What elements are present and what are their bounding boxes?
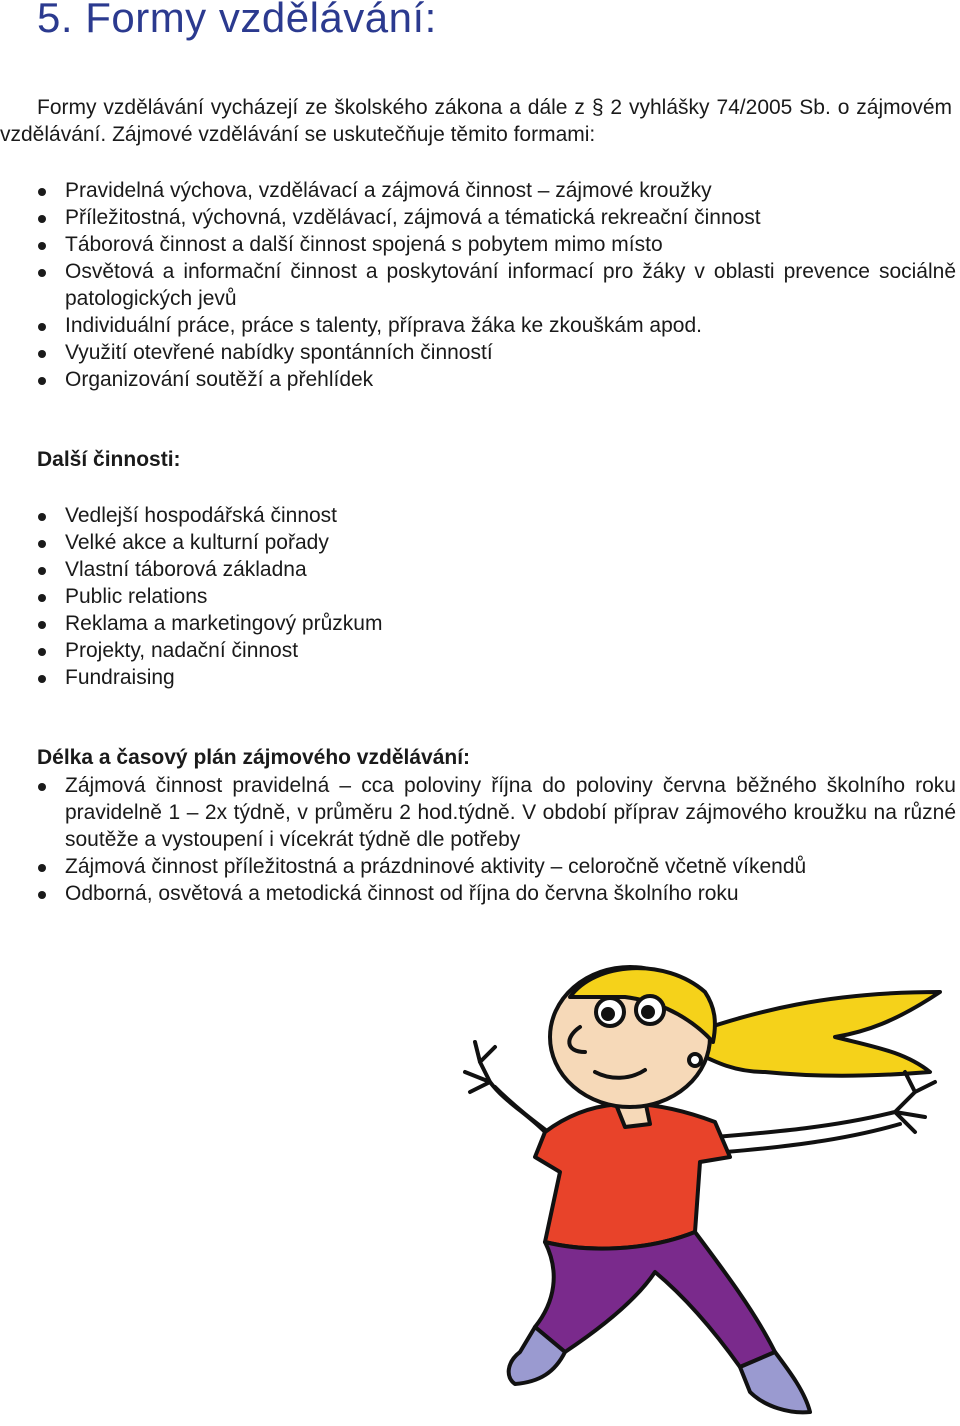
bullet-icon [38, 648, 46, 656]
bullet-icon [38, 621, 46, 629]
list-item: Public relations [0, 583, 956, 610]
bullet-icon [38, 675, 46, 683]
list-item: Reklama a marketingový průzkum [0, 610, 956, 637]
intro-paragraph: Formy vzdělávání vycházejí ze školského zákona a dále z § 2 vyhlášky 74/2005 Sb. o zájmovém vzdělávání. Zájmové vzdělávání se uskutečňuje těmito formami: [0, 96, 952, 146]
bullet-icon [38, 864, 46, 872]
list-item: Vlastní táborová základna [0, 556, 956, 583]
list-item: Pravidelná výchova, vzdělávací a zájmová činnost – zájmové kroužky [0, 177, 956, 204]
list-item: Velké akce a kulturní pořady [0, 529, 956, 556]
list-item: Fundraising [0, 664, 956, 691]
list-item: Využití otevřené nabídky spontánních činností [0, 339, 956, 366]
bullet-icon [38, 215, 46, 223]
bullet-icon [38, 567, 46, 575]
list-item: Příležitostná, výchovná, vzdělávací, zájmová a tématická rekreační činnost [0, 204, 956, 231]
list-item: Osvětová a informační činnost a poskytování informací pro žáky v oblasti prevence sociálně patologických jevů [0, 258, 956, 312]
bullet-icon [38, 891, 46, 899]
bullet-icon [38, 350, 46, 358]
other-activities-list [0, 502, 956, 691]
list-item: Zájmová činnost příležitostná a prázdninové aktivity – celoročně včetně víkendů [0, 853, 956, 880]
bullet-icon [38, 783, 46, 791]
dancing-girl-illustration [395, 952, 955, 1422]
bullet-icon [38, 540, 46, 548]
list-item: Individuální práce, práce s talenty, příprava žáka ke zkouškám apod. [0, 312, 956, 339]
list-item: Vedlejší hospodářská činnost [0, 502, 956, 529]
section-heading-timing: Délka a časový plán zájmového vzdělávání: [37, 746, 471, 769]
list-item: Táborová činnost a další činnost spojená s pobytem mimo místo [0, 231, 956, 258]
list-item: Projekty, nadační činnost [0, 637, 956, 664]
bullet-icon [38, 594, 46, 602]
timing-list [0, 772, 956, 907]
section-heading-other: Další činnosti: [37, 448, 181, 471]
bullet-icon [38, 242, 46, 250]
bullet-icon [38, 513, 46, 521]
list-item: Organizování soutěží a přehlídek [0, 366, 956, 393]
list-item: Zájmová činnost pravidelná – cca poloviny října do poloviny června běžného školního roku pravidelně 1 – 2x týdně, v průměru 2 hod.týdně. V období příprav zájmového kroužku na různé soutěže a vystoupení i vícekrát týdně dle potřeby [0, 772, 956, 853]
list-item: Odborná, osvětová a metodická činnost od října do června školního roku [0, 880, 956, 907]
forms-list [0, 177, 956, 393]
bullet-icon [38, 188, 46, 196]
bullet-icon [38, 323, 46, 331]
bullet-icon [38, 377, 46, 385]
page-title: 5. Formy vzdělávání: [37, 0, 437, 41]
bullet-icon [38, 269, 46, 277]
